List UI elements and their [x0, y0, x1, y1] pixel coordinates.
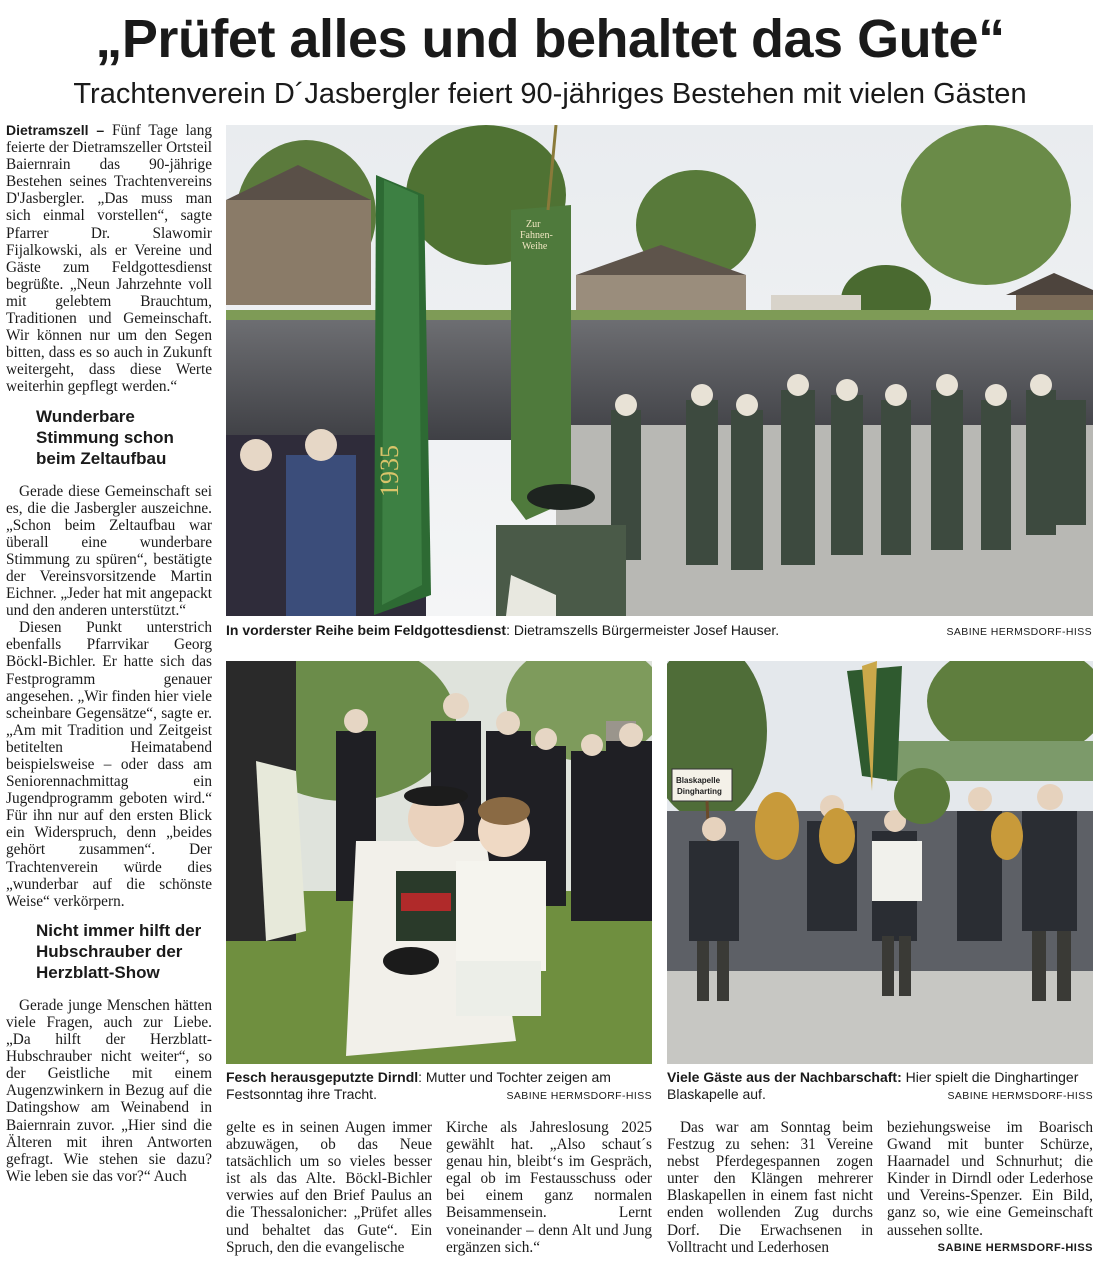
photo-field-service-image — [226, 125, 1093, 616]
sign-line-2: Dingharting — [677, 787, 722, 796]
subheadline: Trachtenverein D´Jasbergler feiert 90-jähriges Bestehen mit vielen Gästen — [73, 78, 1027, 110]
paragraph-3: Diesen Punkt unterstrich ebenfalls Pfarrvikar Georg Böckl-Bichler. Er hatte sich das Festprogramm genauer angesehen. „Wir finden hier viele scheinbare Gegensätze“, sagte er. „Am mit Tradition und Zeitgeist betitelten Heimatabend beispielsweise – oder dass am Seniorennachmittag ein Jugendprogramm geboten wird.“ Für ihn nur auf den ersten Blick ein Widerspruch, denn „beides gehört zusammen“. Der Trachtenverein würde dies „wunderbar auf die schönste Weise“ verkörpern. — [6, 619, 212, 910]
article-column-2 — [226, 1119, 432, 1256]
headline: „Prüfet alles und behaltet das Gute“ — [95, 9, 1005, 69]
flag-year: 1935 — [375, 445, 404, 497]
article-column-4 — [667, 1119, 873, 1256]
banner-line-3: Weihe — [522, 241, 548, 252]
sign-line-1: Blaskapelle — [676, 776, 721, 785]
photo-dirndl — [226, 661, 652, 1064]
caption-main-bold: In vorderster Reihe beim Feldgottesdienst — [226, 622, 507, 638]
caption-main — [226, 622, 926, 639]
credit-dirndl: SABINE HERMSDORF-HISS — [506, 1090, 652, 1102]
dateline: Dietramszell – — [6, 122, 105, 138]
article-column-1 — [6, 122, 212, 1185]
article-column-3 — [446, 1119, 652, 1256]
caption-main-text: : Dietramszells Bürgermeister Josef Hauser. — [506, 622, 780, 638]
column-3-text: Kirche als Jahreslosung 2025 gewählt hat. „Also schaut´s genau hin, bleibt‘s im Gespräch, egal ob im Festausschuss oder bei einem ganz normalen Beisammensein. Lernt voneinander – denn Alt und Jung ergänzen sich.“ — [446, 1119, 652, 1256]
credit-main: SABINE HERMSDORF-HISS — [946, 626, 1092, 638]
column-4-text: Das war am Sonntag beim Festzug zu sehen: 31 Vereine nebst Pferdegespannen zogen unter den Klängen mehrerer Blaskapellen in einem fast nicht enden wollenden Zug durchs Dorf. Die Erwachsenen in Volltracht und Lederhosen — [667, 1119, 873, 1256]
crosshead-1: Wunderbare Stimmung schon beim Zeltaufbau — [36, 406, 174, 468]
banner-line-1: Zur — [526, 219, 541, 230]
article-column-5 — [887, 1119, 1093, 1257]
photo-field-service — [226, 125, 1093, 616]
photo-brass-band-image — [667, 661, 1093, 1064]
caption-brass-band-bold: Viele Gäste aus der Nachbarschaft: — [667, 1069, 902, 1085]
paragraph-1 — [6, 122, 212, 396]
paragraph-4: Gerade junge Menschen hätten viele Fragen, auch zur Liebe. „Da hilft der Herzblatt-Hubschrauber nicht weiter“, so der Geistliche mit einem Augenzwinkern in Bezug auf die Datingshow am Weinabend in Baiernrain zuvor. „Hier sind die Älteren mit ihren Antworten gefragt. Wie stehen sie dazu? Wie leben sie das vor?“ Auch — [6, 996, 212, 1185]
paragraph-2: Gerade diese Gemeinschaft sei es, die die Jasbergler auszeichne. „Schon beim Zeltaufbau war überall eine wunderbare Stimmung zu spüren“, bestätigte der Vereinsvorsitzende Martin Eichner. „Jeder hat mit angepackt und den anderen unterstützt.“ — [6, 482, 212, 620]
paragraph-1-text: Fünf Tage lang feierte der Dietramszeller Ortsteil Baiernrain das 90-jährige Bestehen seines Trachtenvereins D'Jasbergler. „Das muss man sich einmal vorstellen“, sagte Pfarrer Dr. Slawomir Fijalkowski, als er Vereine und Gäste zum Feldgottesdienst begrüßte. „Neun Jahrzehnte voll mit gelebtem Brauchtum, Traditionen und Gemeinschaft. Wir können nur um den Segen bitten, dass es so auch in Zukunft weitergeht, dass diese Werte weiterhin gepflegt werden.“ — [6, 122, 212, 396]
banner-line-2: Fahnen- — [520, 230, 553, 241]
column-5-text: beziehungsweise im Boarisch Gwand mit bunter Schürze, Haarnadel und Schnurhut; die Kinder in Dirndl oder Lederhose und Vereins-Spenzer. Ein Bild, ganz so, wie eine Gemeinschaft aussehen sollte. — [887, 1119, 1093, 1239]
column-2-text: gelte es in seinen Augen immer abzuwägen, ob das Neue tatsächlich um so vieles besser ist als das Alte. Böckl-Bichler verwies auf den Brief Paulus an die Thessalonicher: „Prüfet alles und behaltet das Gute“. Ein Spruch, den die evangelische — [226, 1119, 432, 1256]
photo-dirndl-image — [226, 661, 652, 1064]
article-credit: SABINE HERMSDORF-HISS — [937, 1241, 1093, 1254]
caption-dirndl-text: : Mutter und Tochter zeigen am Festsonntag ihre Tracht. — [226, 1069, 611, 1102]
credit-brass-band: SABINE HERMSDORF-HISS — [947, 1090, 1093, 1102]
photo-brass-band — [667, 661, 1093, 1064]
crosshead-2: Nicht immer hilft der Hubschrauber der Herzblatt-Show — [36, 920, 202, 982]
caption-dirndl-bold: Fesch herausgeputzte Dirndl — [226, 1069, 419, 1085]
caption-brass-band-text: Hier spielt die Dinghartinger Blaskapelle auf. — [667, 1069, 1079, 1102]
